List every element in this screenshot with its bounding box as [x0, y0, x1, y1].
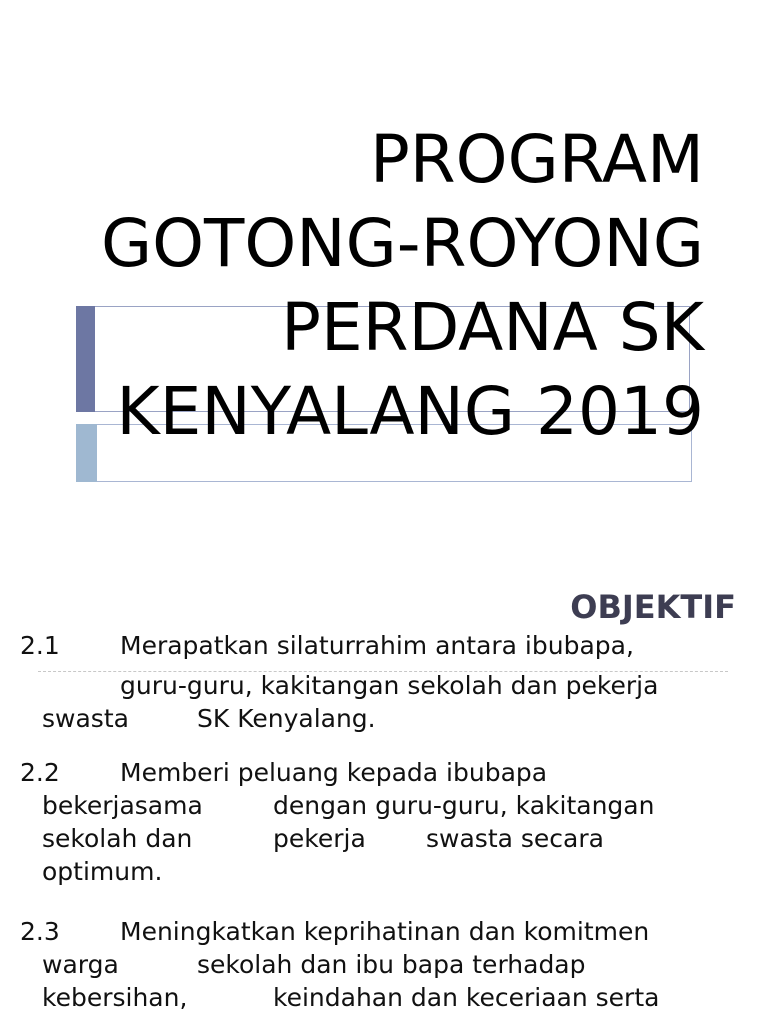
title-line-1: PROGRAM — [369, 121, 704, 198]
item-text: dengan guru-guru, kakitangan — [273, 791, 655, 820]
item-text: SK Kenyalang. — [197, 704, 376, 733]
objective-item-2-2 — [20, 756, 750, 888]
item-text: bekerjasama — [42, 791, 203, 820]
objective-item-2-1 — [20, 629, 750, 735]
item-text: warga — [42, 950, 119, 979]
item-number: 2.2 — [20, 758, 60, 787]
item-text: swasta secara — [426, 824, 604, 853]
item-number: 2.3 — [20, 917, 60, 946]
item-text: keindahan dan keceriaan serta — [273, 983, 660, 1012]
item-text: kebersihan, — [42, 983, 188, 1012]
item-number: 2.1 — [20, 631, 60, 660]
item-text: Meningkatkan keprihatinan dan komitmen — [120, 917, 650, 946]
item-text: Merapatkan silaturrahim antara ibubapa, — [120, 631, 634, 660]
item-text: guru-guru, kakitangan sekolah dan pekerja — [120, 671, 659, 700]
item-text: sekolah dan — [42, 824, 193, 853]
item-text: Memberi peluang kepada ibubapa — [120, 758, 548, 787]
item-text: optimum. — [42, 857, 163, 886]
section-heading: OBJEKTIF — [570, 588, 736, 626]
item-text: swasta — [42, 704, 129, 733]
title-line-2: GOTONG-ROYONG — [100, 205, 704, 282]
item-text: pekerja — [273, 824, 366, 853]
slide-title — [24, 118, 704, 454]
objective-item-2-3 — [20, 915, 750, 1014]
item-text: sekolah dan ibu bapa terhadap — [197, 950, 586, 979]
title-line-3: PERDANA SK — [281, 289, 704, 366]
title-line-4: KENYALANG 2019 — [116, 373, 704, 450]
